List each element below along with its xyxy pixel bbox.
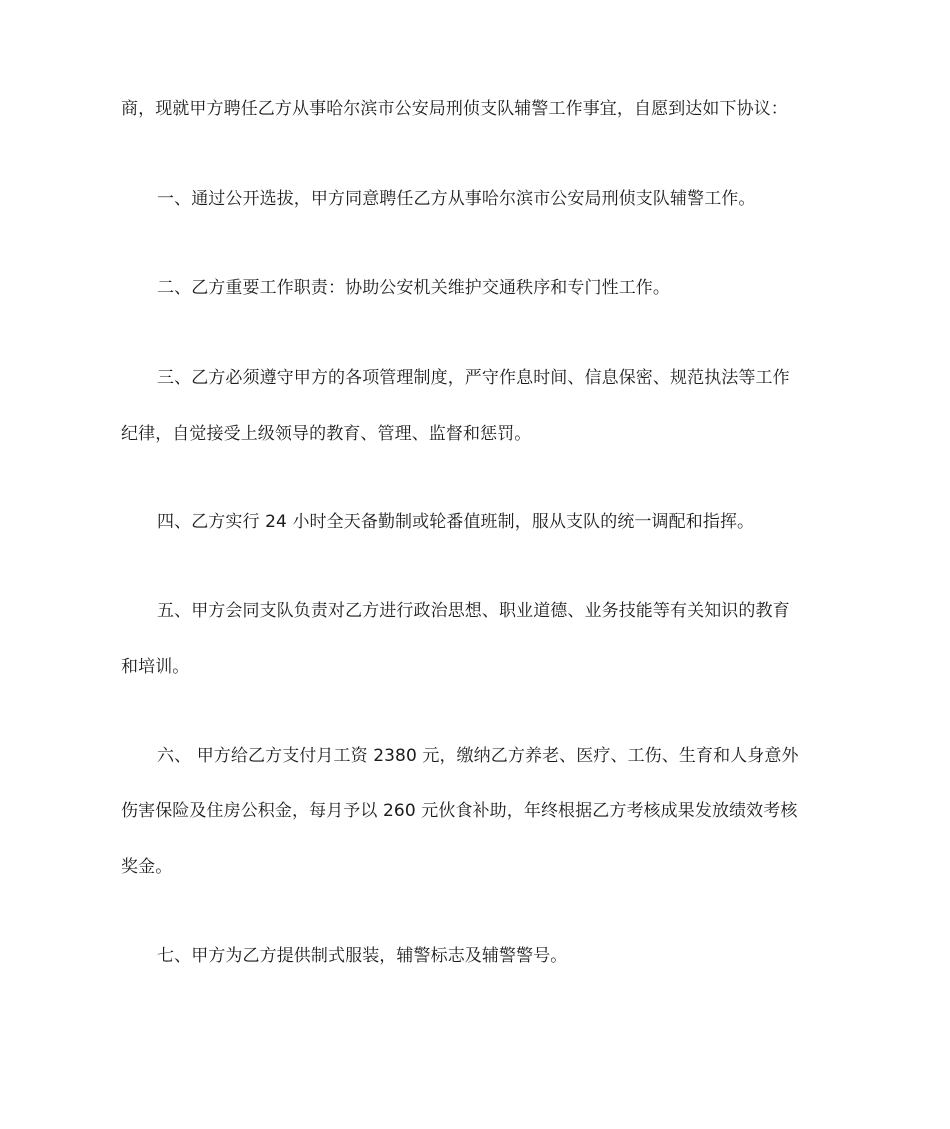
clause-6-line-1: 六、 甲方给乙方支付月工资 2380 元，缴纳乙方养老、医疗、工伤、生育和人身意外 (157, 746, 799, 766)
clause-2: 二、乙方重要工作职责：协助公安机关维护交通秩序和专门性工作。 (157, 278, 670, 298)
clause-3-line-1: 三、乙方必须遵守甲方的各项管理制度，严守作息时间、信息保密、规范执法等工作 (157, 368, 790, 388)
clause-3-line-2: 纪律，自觉接受上级领导的教育、管理、监督和惩罚。 (121, 424, 532, 444)
clause-5-line-2: 和培训。 (121, 657, 190, 677)
clause-6-line-2: 伤害保险及住房公积金，每月予以 260 元伙食补助，年终根据乙方考核成果发放绩效考核 (121, 801, 798, 821)
clause-7: 七、甲方为乙方提供制式服装，辅警标志及辅警警号。 (157, 946, 568, 966)
clause-6-line-3: 奖金。 (121, 857, 173, 877)
clause-5-line-1: 五、甲方会同支队负责对乙方进行政治思想、职业道德、业务技能等有关知识的教育 (157, 601, 790, 621)
clause-1: 一、通过公开选拔，甲方同意聘任乙方从事哈尔滨市公安局刑侦支队辅警工作。 (157, 189, 756, 209)
clause-4: 四、乙方实行 24 小时全天备勤制或轮番值班制，服从支队的统一调配和指挥。 (157, 512, 755, 532)
text-line-intro: 商，现就甲方聘任乙方从事哈尔滨市公安局刑侦支队辅警工作事宜，自愿到达如下协议： (121, 99, 788, 119)
